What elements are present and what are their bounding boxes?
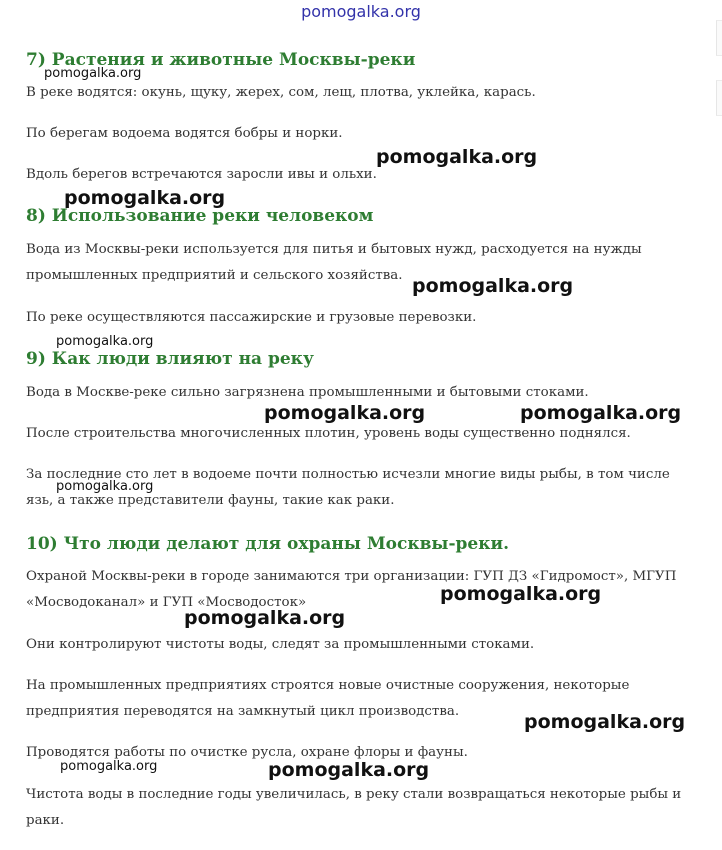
side-edge-tab [716, 20, 722, 56]
paragraph: По берегам водоема водятся бобры и норки. [26, 126, 343, 141]
watermark: pomogalka.org [64, 187, 226, 209]
paragraph: После строительства многочисленных плотин, уровень воды существенно поднялся. [26, 426, 631, 441]
paragraph: Охраной Москвы-реки в городе занимаются три организации: ГУП ДЗ «Гидромост», МГУП «Мосводоканал» и ГУП «Мосводосток» [26, 569, 677, 610]
paragraph: Вода из Москвы-реки используется для питья и бытовых нужд, расходуется на нужды промышленных предприятий и сельского хозяйства. [26, 242, 642, 283]
watermark: pomogalka.org [520, 402, 682, 424]
paragraph: Чистота воды в последние годы увеличилась, в реку стали возвращаться некоторые рыбы и раки. [26, 787, 682, 828]
section-heading-10: 10) Что люди делают для охраны Москвы-реки. [26, 534, 510, 554]
watermark: pomogalka.org [60, 759, 158, 774]
watermark: pomogalka.org [524, 711, 686, 733]
paragraph: Они контролируют чистоты воды, следят за промышленными стоками. [26, 637, 535, 652]
watermark: pomogalka.org [440, 583, 602, 605]
site-watermark-top: pomogalka.org [301, 2, 421, 21]
watermark: pomogalka.org [56, 334, 154, 349]
watermark: pomogalka.org [56, 479, 154, 494]
paragraph: В реке водятся: окунь, щуку, жерех, сом, лещ, плотва, уклейка, карась. [26, 85, 536, 100]
watermark: pomogalka.org [44, 66, 142, 81]
watermark: pomogalka.org [264, 402, 426, 424]
paragraph: За последние сто лет в водоеме почти полностью исчезли многие виды рыбы, в том числе язь, а также представители фауны, такие как раки. [26, 467, 670, 508]
paragraph: Вода в Москве-реке сильно загрязнена промышленными и бытовыми стоками. [26, 385, 589, 400]
paragraph: Вдоль берегов встречаются заросли ивы и ольхи. [26, 167, 377, 182]
paragraph: По реке осуществляются пассажирские и грузовые перевозки. [26, 310, 477, 325]
side-edge-tab [716, 80, 722, 116]
paragraph: Проводятся работы по очистке русла, охране флоры и фауны. [26, 745, 468, 760]
watermark: pomogalka.org [412, 275, 574, 297]
watermark: pomogalka.org [376, 146, 538, 168]
paragraph: На промышленных предприятиях строятся новые очистные сооружения, некоторые предприятия переводятся на замкнутый цикл производства. [26, 678, 630, 719]
section-heading-8: 8) Использование реки человеком [26, 206, 374, 226]
watermark: pomogalka.org [184, 607, 346, 629]
watermark: pomogalka.org [268, 759, 430, 781]
section-heading-7: 7) Растения и животные Москвы-реки [26, 50, 416, 70]
section-heading-9: 9) Как люди влияют на реку [26, 349, 314, 369]
